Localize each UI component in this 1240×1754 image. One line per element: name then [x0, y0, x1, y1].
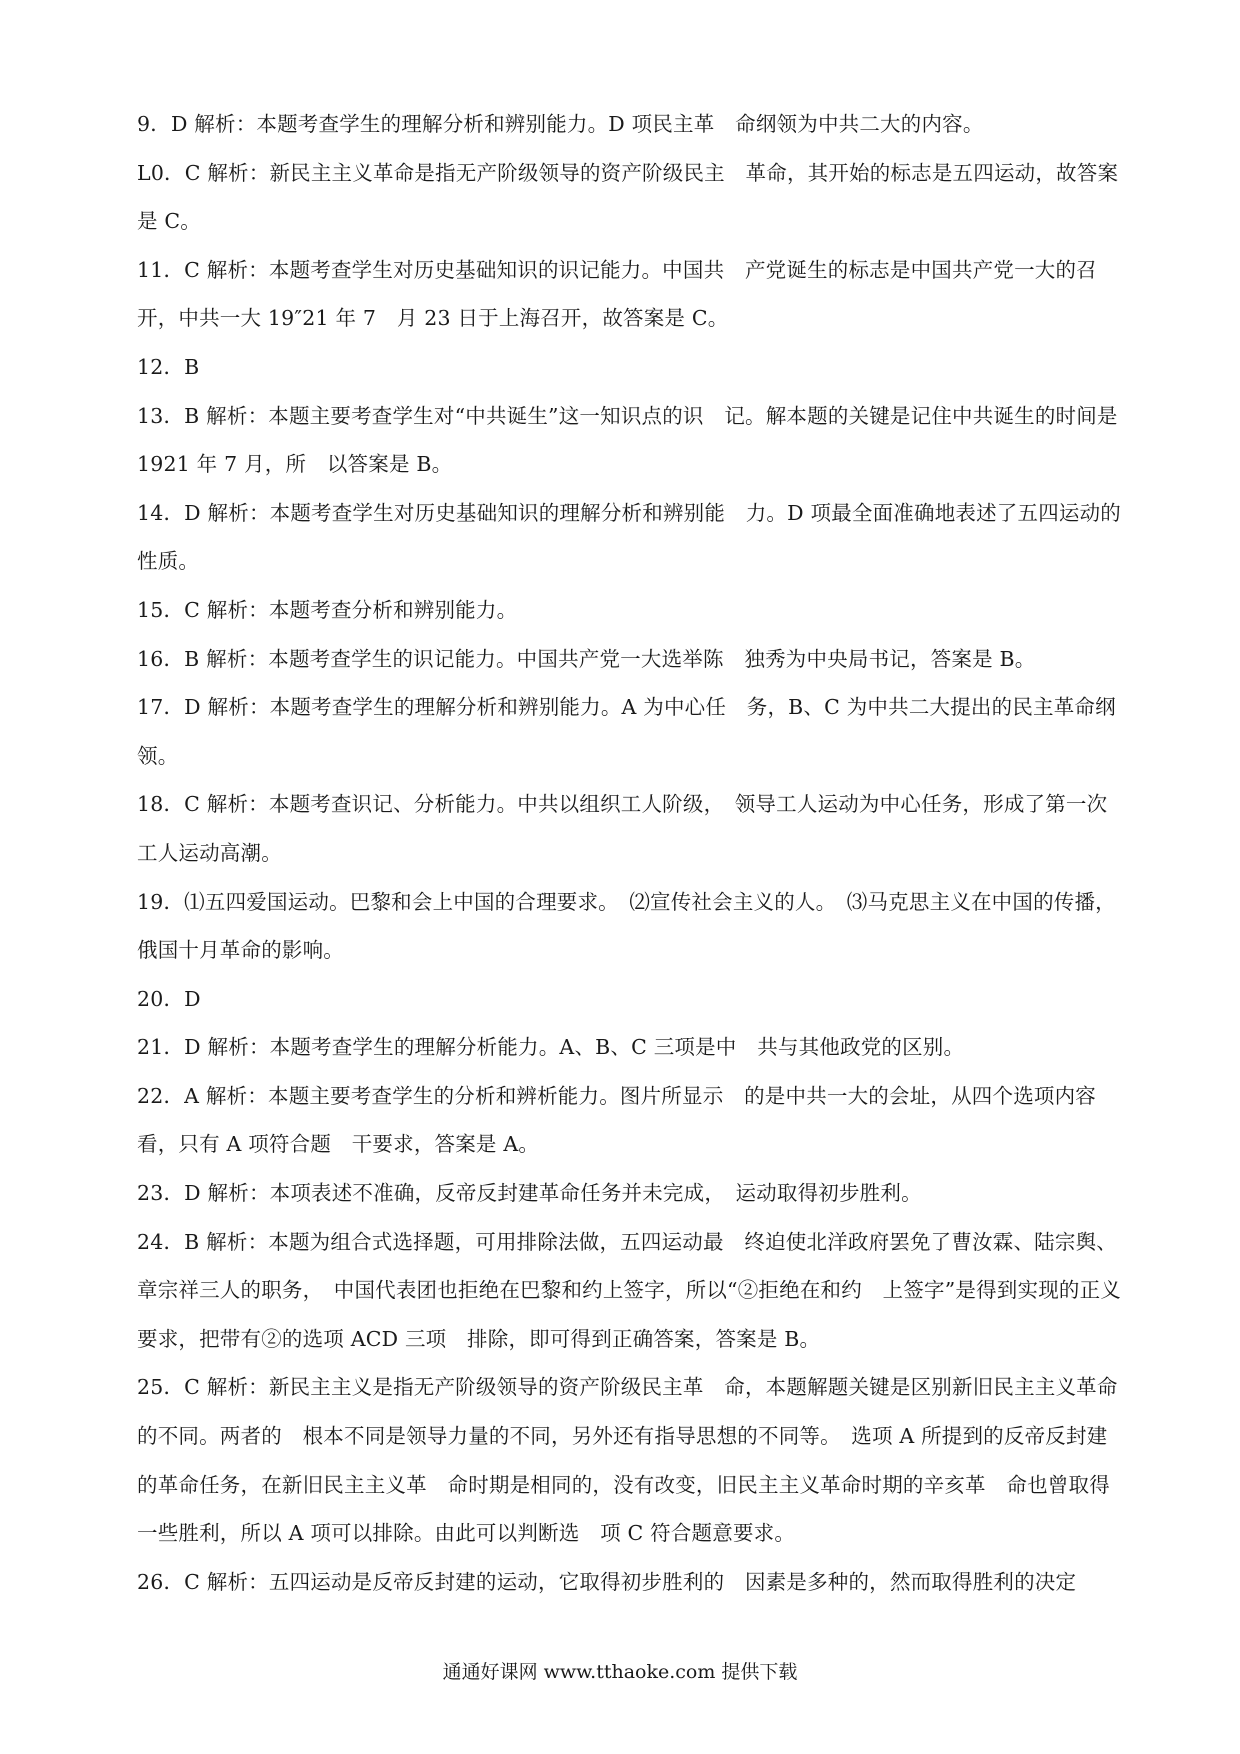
- answer-26: 26．C 解析：五四运动是反帝反封建的运动，它取得初步胜利的 因素是多种的，然而取得胜利的决定: [137, 1569, 1077, 1594]
- answer-18: 18．C 解析：本题考查识记、分析能力。中共以组织工人阶级， 领导工人运动为中心任务，形成了第一次工人运动高潮。: [137, 792, 1108, 865]
- answer-20: 20．D: [137, 986, 201, 1011]
- answer-17: 17．D 解析：本题考查学生的理解分析和辨别能力。A 为中心任 务，B、C 为中共二大提出的民主革命纲领。: [137, 695, 1116, 768]
- answer-24: 24．B 解析：本题为组合式选择题，可用排除法做，五四运动最 终迫使北洋政府罢免了曹汝霖、陆宗舆、章宗祥三人的职务， 中国代表团也拒绝在巴黎和约上签字，所以“②拒绝在和约 上签字”是得到实现的正义要求，把带有②的选项 ACD 三项 排除，即可得到正确答案，答案是 B。: [137, 1229, 1122, 1351]
- answer-19: 19．⑴五四爱国运动。巴黎和会上中国的合理要求。 ⑵宣传社会主义的人。 ⑶马克思主义在中国的传播，俄国十月革命的影响。: [137, 889, 1116, 963]
- answer-9: 9．D 解析：本题考查学生的理解分析和辨别能力。D 项民主革 命纲领为中共二大的内容。: [137, 112, 984, 136]
- answer-15: 15．C 解析：本题考查分析和辨别能力。: [137, 597, 518, 622]
- answer-11: 11．C 解析：本题考查学生对历史基础知识的识记能力。中国共 产党诞生的标志是中国共产党一大的召开，中共一大 19″21 年 7 月 23 日于上海召开，故答案是 C。: [137, 257, 1097, 331]
- answer-list: [137, 100, 1122, 1606]
- answer-22: 22．A 解析：本题主要考查学生的分析和辨析能力。图片所显示 的是中共一大的会址，从四个选项内容看，只有 A 项符合题 干要求，答案是 A。: [137, 1083, 1097, 1157]
- answer-16: 16．B 解析：本题考查学生的识记能力。中国共产党一大选举陈 独秀为中央局书记，答案是 B。: [137, 646, 1036, 671]
- answer-13: 13．B 解析：本题主要考查学生对“中共诞生”这一知识点的识 记。解本题的关键是记住中共诞生的时间是 1921 年 7 月，所 以答案是 B。: [137, 403, 1118, 477]
- page-footer: 通通好课网 www.tthaoke.com 提供下载: [442, 1661, 798, 1683]
- answer-10: L0．C 解析：新民主主义革命是指无产阶级领导的资产阶级民主 革命，其开始的标志是五四运动，故答案是 C。: [137, 160, 1119, 234]
- answer-14: 14．D 解析：本题考查学生对历史基础知识的理解分析和辨别能 力。D 项最全面准确地表述了五四运动的性质。: [137, 500, 1121, 574]
- answer-12: 12．B: [137, 354, 200, 379]
- answer-21: 21．D 解析：本题考查学生的理解分析能力。A、B、C 三项是中 共与其他政党的区别。: [137, 1035, 965, 1060]
- answer-25: 25．C 解析：新民主主义是指无产阶级领导的资产阶级民主革 命，本题解题关键是区别新旧民主主义革命的不同。两者的 根本不同是领导力量的不同，另外还有指导思想的不同等。 选项 A 所提到的反帝反封建的革命任务，在新旧民主主义革 命时期是相同的，没有改变，旧民主主义革命时期的辛亥革 命也曾取得一些胜利，所以 A 项可以排除。由此可以判断选 项 C 符合题意要求。: [137, 1375, 1118, 1546]
- answer-23: 23．D 解析：本项表述不准确，反帝反封建革命任务并未完成， 运动取得初步胜利。: [137, 1181, 922, 1206]
